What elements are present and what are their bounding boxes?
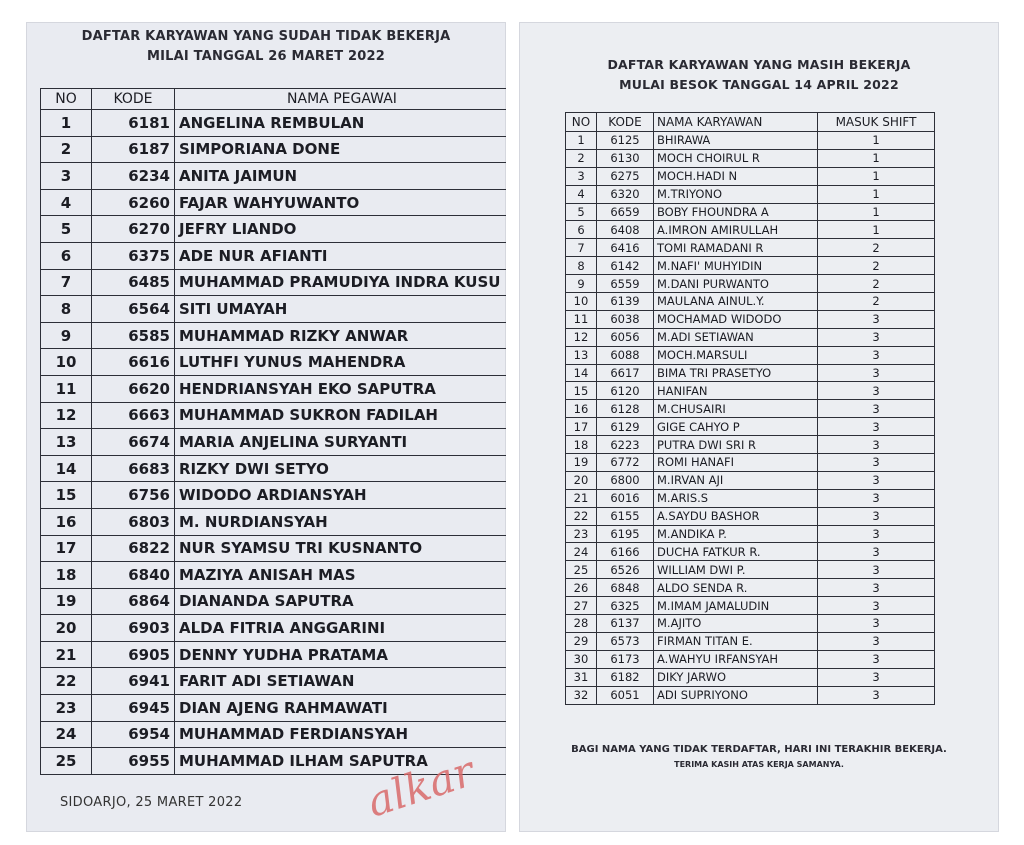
cell-shift: 3 — [818, 471, 935, 489]
cell-nama: NUR SYAMSU TRI KUSNANTO — [175, 535, 507, 562]
cell-shift: 3 — [818, 454, 935, 472]
cell-nama: MOCH CHOIRUL R — [654, 149, 818, 167]
cell-nama: LUTHFI YUNUS MAHENDRA — [175, 349, 507, 376]
cell-nama: JEFRY LIANDO — [175, 216, 507, 243]
cell-no: 15 — [566, 382, 597, 400]
cell-kode: 6822 — [92, 535, 175, 562]
cell-no: 23 — [41, 695, 92, 722]
right-title-line2: MULAI BESOK TANGGAL 14 APRIL 2022 — [619, 77, 899, 92]
cell-nama: ROMI HANAFI — [654, 454, 818, 472]
cell-no: 25 — [41, 748, 92, 775]
table-row — [566, 615, 935, 633]
cell-nama: DIKY JARWO — [654, 668, 818, 686]
table-row — [41, 163, 507, 190]
table-row — [41, 615, 507, 642]
table-row — [41, 322, 507, 349]
cell-kode: 6840 — [92, 562, 175, 589]
cell-kode: 6173 — [597, 650, 654, 668]
left-title-line1: DAFTAR KARYAWAN YANG SUDAH TIDAK BEKERJA — [81, 29, 451, 44]
header-kode: KODE — [597, 113, 654, 132]
cell-no: 6 — [566, 221, 597, 239]
cell-kode: 6142 — [597, 257, 654, 275]
cell-nama: MAULANA AINUL.Y. — [654, 293, 818, 311]
cell-nama: M.IMAM JAMALUDIN — [654, 597, 818, 615]
cell-nama: M.ARIS.S — [654, 489, 818, 507]
cell-no: 19 — [566, 454, 597, 472]
header-no: NO — [566, 113, 597, 132]
cell-no: 31 — [566, 668, 597, 686]
cell-nama: ALDO SENDA R. — [654, 579, 818, 597]
cell-no: 11 — [41, 375, 92, 402]
table-row — [566, 650, 935, 668]
left-employee-table — [40, 88, 506, 775]
cell-kode: 6016 — [597, 489, 654, 507]
cell-nama: PUTRA DWI SRI R — [654, 436, 818, 454]
cell-nama: M.IRVAN AJI — [654, 471, 818, 489]
cell-no: 24 — [566, 543, 597, 561]
cell-no: 4 — [566, 185, 597, 203]
cell-nama: MUHAMMAD ILHAM SAPUTRA — [175, 748, 507, 775]
table-row — [566, 454, 935, 472]
table-row — [41, 429, 507, 456]
cell-shift: 2 — [818, 275, 935, 293]
cell-no: 7 — [41, 269, 92, 296]
cell-nama: WILLIAM DWI P. — [654, 561, 818, 579]
table-row — [41, 508, 507, 535]
table-row — [566, 561, 935, 579]
cell-no: 24 — [41, 721, 92, 748]
cell-nama: M.DANI PURWANTO — [654, 275, 818, 293]
cell-no: 32 — [566, 686, 597, 704]
cell-no: 2 — [41, 136, 92, 163]
cell-kode: 6181 — [92, 110, 175, 137]
table-row — [566, 149, 935, 167]
cell-no: 6 — [41, 242, 92, 269]
cell-no: 26 — [566, 579, 597, 597]
cell-shift: 3 — [818, 489, 935, 507]
table-row — [41, 296, 507, 323]
left-footer-date: SIDOARJO, 25 MARET 2022 — [60, 795, 243, 810]
cell-nama: RIZKY DWI SETYO — [175, 455, 507, 482]
cell-kode: 6195 — [597, 525, 654, 543]
header-no: NO — [41, 89, 92, 110]
cell-no: 9 — [566, 275, 597, 293]
cell-nama: GIGE CAHYO P — [654, 418, 818, 436]
cell-shift: 3 — [818, 525, 935, 543]
cell-nama: A.SAYDU BASHOR — [654, 507, 818, 525]
table-row — [41, 402, 507, 429]
table-row — [41, 535, 507, 562]
cell-no: 19 — [41, 588, 92, 615]
right-footer-line1: BAGI NAMA YANG TIDAK TERDAFTAR, HARI INI TERAKHIR BEKERJA. — [571, 744, 947, 755]
cell-kode: 6954 — [92, 721, 175, 748]
cell-kode: 6955 — [92, 748, 175, 775]
cell-nama: M. NURDIANSYAH — [175, 508, 507, 535]
cell-no: 16 — [566, 400, 597, 418]
table-row — [41, 482, 507, 509]
cell-nama: M.NAFI' MUHYIDIN — [654, 257, 818, 275]
cell-no: 10 — [566, 293, 597, 311]
left-title-line2: MILAI TANGGAL 26 MARET 2022 — [147, 49, 385, 64]
table-row — [41, 349, 507, 376]
cell-shift: 3 — [818, 597, 935, 615]
cell-kode: 6038 — [597, 310, 654, 328]
cell-nama: DIAN AJENG RAHMAWATI — [175, 695, 507, 722]
cell-no: 3 — [566, 167, 597, 185]
cell-kode: 6416 — [597, 239, 654, 257]
cell-kode: 6120 — [597, 382, 654, 400]
cell-no: 14 — [41, 455, 92, 482]
right-title-line1: DAFTAR KARYAWAN YANG MASIH BEKERJA — [607, 57, 911, 72]
cell-no: 5 — [41, 216, 92, 243]
cell-no: 20 — [566, 471, 597, 489]
table-row — [566, 221, 935, 239]
cell-kode: 6129 — [597, 418, 654, 436]
table-row — [566, 400, 935, 418]
cell-nama: M.ANDIKA P. — [654, 525, 818, 543]
table-row — [41, 216, 507, 243]
cell-shift: 3 — [818, 507, 935, 525]
cell-nama: DUCHA FATKUR R. — [654, 543, 818, 561]
cell-no: 10 — [41, 349, 92, 376]
cell-no: 15 — [41, 482, 92, 509]
cell-kode: 6182 — [597, 668, 654, 686]
table-row — [566, 203, 935, 221]
table-row — [41, 641, 507, 668]
cell-no: 13 — [566, 346, 597, 364]
table-row — [41, 721, 507, 748]
cell-kode: 6617 — [597, 364, 654, 382]
cell-kode: 6573 — [597, 632, 654, 650]
table-row — [41, 189, 507, 216]
cell-no: 5 — [566, 203, 597, 221]
cell-shift: 3 — [818, 632, 935, 650]
cell-no: 17 — [41, 535, 92, 562]
table-row — [566, 525, 935, 543]
cell-nama: M.CHUSAIRI — [654, 400, 818, 418]
cell-kode: 6223 — [597, 436, 654, 454]
cell-nama: A.WAHYU IRFANSYAH — [654, 650, 818, 668]
table-row — [41, 668, 507, 695]
cell-nama: ALDA FITRIA ANGGARINI — [175, 615, 507, 642]
cell-shift: 3 — [818, 543, 935, 561]
cell-kode: 6674 — [92, 429, 175, 456]
table-row — [41, 455, 507, 482]
cell-shift: 3 — [818, 579, 935, 597]
table-row — [566, 632, 935, 650]
cell-no: 22 — [41, 668, 92, 695]
cell-nama: ANITA JAIMUN — [175, 163, 507, 190]
cell-nama: BIMA TRI PRASETYO — [654, 364, 818, 382]
cell-no: 8 — [566, 257, 597, 275]
cell-no: 21 — [566, 489, 597, 507]
cell-nama: MOCH.HADI N — [654, 167, 818, 185]
cell-kode: 6166 — [597, 543, 654, 561]
table-row — [566, 257, 935, 275]
cell-kode: 6903 — [92, 615, 175, 642]
table-row — [566, 668, 935, 686]
cell-nama: WIDODO ARDIANSYAH — [175, 482, 507, 509]
cell-kode: 6683 — [92, 455, 175, 482]
cell-shift: 3 — [818, 364, 935, 382]
cell-kode: 6941 — [92, 668, 175, 695]
cell-no: 29 — [566, 632, 597, 650]
cell-no: 2 — [566, 149, 597, 167]
cell-shift: 1 — [818, 221, 935, 239]
cell-nama: ADI SUPRIYONO — [654, 686, 818, 704]
cell-nama: MOCHAMAD WIDODO — [654, 310, 818, 328]
cell-nama: MUHAMMAD RIZKY ANWAR — [175, 322, 507, 349]
cell-no: 3 — [41, 163, 92, 190]
cell-kode: 6945 — [92, 695, 175, 722]
cell-kode: 6187 — [92, 136, 175, 163]
cell-kode: 6585 — [92, 322, 175, 349]
cell-no: 16 — [41, 508, 92, 535]
cell-no: 21 — [41, 641, 92, 668]
cell-shift: 3 — [818, 382, 935, 400]
table-row — [566, 382, 935, 400]
cell-no: 14 — [566, 364, 597, 382]
cell-kode: 6137 — [597, 615, 654, 633]
cell-no: 1 — [41, 110, 92, 137]
table-row — [41, 242, 507, 269]
cell-shift: 3 — [818, 328, 935, 346]
cell-nama: M.TRIYONO — [654, 185, 818, 203]
cell-shift: 3 — [818, 668, 935, 686]
cell-nama: MUHAMMAD FERDIANSYAH — [175, 721, 507, 748]
cell-shift: 1 — [818, 149, 935, 167]
cell-shift: 1 — [818, 132, 935, 150]
table-row — [566, 328, 935, 346]
cell-no: 20 — [41, 615, 92, 642]
cell-nama: TOMI RAMADANI R — [654, 239, 818, 257]
table-row — [566, 489, 935, 507]
cell-kode: 6125 — [597, 132, 654, 150]
header-shift: MASUK SHIFT — [818, 113, 935, 132]
cell-nama: MUHAMMAD PRAMUDIYA INDRA KUSU — [175, 269, 507, 296]
cell-no: 18 — [566, 436, 597, 454]
cell-shift: 1 — [818, 203, 935, 221]
cell-kode: 6800 — [597, 471, 654, 489]
cell-shift: 3 — [818, 561, 935, 579]
cell-nama: MUHAMMAD SUKRON FADILAH — [175, 402, 507, 429]
cell-shift: 3 — [818, 346, 935, 364]
table-row — [566, 346, 935, 364]
cell-kode: 6234 — [92, 163, 175, 190]
cell-kode: 6659 — [597, 203, 654, 221]
right-document-sheet — [519, 22, 999, 832]
cell-no: 18 — [41, 562, 92, 589]
cell-kode: 6128 — [597, 400, 654, 418]
table-row — [566, 132, 935, 150]
table-row — [41, 375, 507, 402]
cell-nama: DENNY YUDHA PRATAMA — [175, 641, 507, 668]
table-row — [41, 562, 507, 589]
table-row — [566, 543, 935, 561]
table-row — [566, 686, 935, 704]
cell-no: 11 — [566, 310, 597, 328]
header-nama: NAMA PEGAWAI — [175, 89, 507, 110]
cell-kode: 6848 — [597, 579, 654, 597]
table-row — [566, 364, 935, 382]
cell-no: 17 — [566, 418, 597, 436]
cell-no: 13 — [41, 429, 92, 456]
cell-nama: SITI UMAYAH — [175, 296, 507, 323]
cell-kode: 6616 — [92, 349, 175, 376]
cell-nama: MARIA ANJELINA SURYANTI — [175, 429, 507, 456]
cell-shift: 3 — [818, 650, 935, 668]
table-header-row — [566, 113, 935, 132]
cell-kode: 6375 — [92, 242, 175, 269]
table-row — [566, 579, 935, 597]
cell-kode: 6270 — [92, 216, 175, 243]
cell-kode: 6260 — [92, 189, 175, 216]
cell-nama: BHIRAWA — [654, 132, 818, 150]
cell-no: 1 — [566, 132, 597, 150]
table-row — [41, 269, 507, 296]
cell-kode: 6905 — [92, 641, 175, 668]
cell-nama: HENDRIANSYAH EKO SAPUTRA — [175, 375, 507, 402]
cell-no: 12 — [566, 328, 597, 346]
cell-no: 22 — [566, 507, 597, 525]
cell-shift: 2 — [818, 293, 935, 311]
table-row — [566, 436, 935, 454]
cell-nama: BOBY FHOUNDRA A — [654, 203, 818, 221]
cell-no: 7 — [566, 239, 597, 257]
cell-nama: M.AJITO — [654, 615, 818, 633]
table-row — [566, 239, 935, 257]
table-row — [566, 471, 935, 489]
cell-kode: 6320 — [597, 185, 654, 203]
cell-no: 27 — [566, 597, 597, 615]
cell-kode: 6864 — [92, 588, 175, 615]
cell-kode: 6772 — [597, 454, 654, 472]
cell-nama: ADE NUR AFIANTI — [175, 242, 507, 269]
cell-nama: ANGELINA REMBULAN — [175, 110, 507, 137]
table-row — [566, 310, 935, 328]
cell-shift: 3 — [818, 418, 935, 436]
table-row — [566, 185, 935, 203]
right-footer-line2: TERIMA KASIH ATAS KERJA SAMANYA. — [674, 760, 844, 769]
cell-nama: DIANANDA SAPUTRA — [175, 588, 507, 615]
header-nama: NAMA KARYAWAN — [654, 113, 818, 132]
cell-kode: 6155 — [597, 507, 654, 525]
cell-nama: MAZIYA ANISAH MAS — [175, 562, 507, 589]
table-row — [41, 136, 507, 163]
cell-shift: 1 — [818, 167, 935, 185]
cell-shift: 1 — [818, 185, 935, 203]
right-employee-table — [565, 112, 935, 705]
table-row — [566, 418, 935, 436]
cell-shift: 3 — [818, 310, 935, 328]
cell-kode: 6803 — [92, 508, 175, 535]
cell-shift: 3 — [818, 615, 935, 633]
cell-nama: SIMPORIANA DONE — [175, 136, 507, 163]
cell-no: 4 — [41, 189, 92, 216]
cell-kode: 6526 — [597, 561, 654, 579]
cell-kode: 6485 — [92, 269, 175, 296]
cell-nama: FAJAR WAHYUWANTO — [175, 189, 507, 216]
cell-kode: 6564 — [92, 296, 175, 323]
table-row — [41, 588, 507, 615]
cell-nama: MOCH.MARSULI — [654, 346, 818, 364]
left-document-sheet — [26, 22, 506, 832]
cell-kode: 6088 — [597, 346, 654, 364]
cell-kode: 6139 — [597, 293, 654, 311]
cell-no: 9 — [41, 322, 92, 349]
cell-nama: A.IMRON AMIRULLAH — [654, 221, 818, 239]
cell-kode: 6275 — [597, 167, 654, 185]
table-row — [566, 167, 935, 185]
cell-shift: 2 — [818, 257, 935, 275]
cell-no: 23 — [566, 525, 597, 543]
cell-nama: HANIFAN — [654, 382, 818, 400]
cell-nama: FARIT ADI SETIAWAN — [175, 668, 507, 695]
cell-kode: 6056 — [597, 328, 654, 346]
table-row — [41, 695, 507, 722]
cell-no: 28 — [566, 615, 597, 633]
cell-kode: 6620 — [92, 375, 175, 402]
cell-kode: 6663 — [92, 402, 175, 429]
table-row — [566, 275, 935, 293]
cell-shift: 3 — [818, 400, 935, 418]
cell-no: 30 — [566, 650, 597, 668]
cell-shift: 3 — [818, 436, 935, 454]
table-row — [566, 597, 935, 615]
cell-shift: 2 — [818, 239, 935, 257]
cell-kode: 6051 — [597, 686, 654, 704]
table-row — [566, 507, 935, 525]
cell-kode: 6408 — [597, 221, 654, 239]
header-kode: KODE — [92, 89, 175, 110]
table-row — [41, 110, 507, 137]
cell-no: 8 — [41, 296, 92, 323]
cell-no: 25 — [566, 561, 597, 579]
cell-kode: 6559 — [597, 275, 654, 293]
cell-nama: M.ADI SETIAWAN — [654, 328, 818, 346]
cell-kode: 6130 — [597, 149, 654, 167]
cell-kode: 6756 — [92, 482, 175, 509]
cell-shift: 3 — [818, 686, 935, 704]
cell-kode: 6325 — [597, 597, 654, 615]
cell-no: 12 — [41, 402, 92, 429]
cell-nama: FIRMAN TITAN E. — [654, 632, 818, 650]
table-header-row — [41, 89, 507, 110]
handwritten-scribble: alkar — [361, 746, 480, 827]
table-row — [566, 293, 935, 311]
